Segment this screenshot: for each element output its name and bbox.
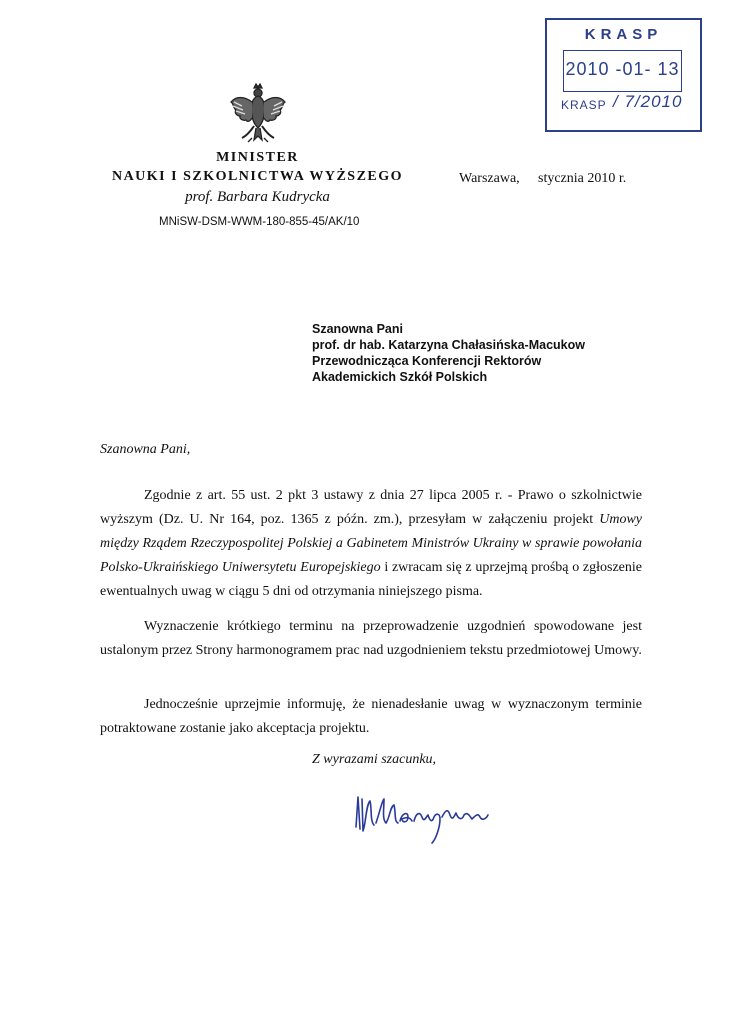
- reference-number: MNiSW-DSM-WWM-180-855-45/AK/10: [159, 216, 360, 228]
- letter-place: Warszawa,: [459, 171, 520, 186]
- p1-italic-title: Umowy między Rządem Rzeczypospolitej Polskiej a Gabinetem Ministrów Ukrainy w sprawie powołania Polsko-Ukraińskiego Uniwersytetu Europejskiego: [100, 512, 642, 575]
- stamp-date-box: [563, 50, 682, 92]
- addressee-block: [312, 321, 585, 385]
- header-title: MINISTER: [216, 150, 299, 165]
- received-stamp: [545, 18, 702, 132]
- addressee-line-1: Szanowna Pani: [312, 322, 403, 336]
- stamp-date: 2010 -01- 13: [565, 59, 680, 79]
- handwritten-signature: [352, 787, 502, 845]
- stamp-ref-handwritten: / 7/2010: [613, 92, 683, 111]
- addressee-line-4: Akademickich Szkół Polskich: [312, 370, 488, 384]
- p2-text: Wyznaczenie krótkiego terminu na przeprowadzenie uzgodnień spowodowane jest ustalonym przez Strony harmonogramem prac nad uzgodnieniem tekstu przedmiotowej Umowy.: [100, 619, 642, 658]
- eagle-emblem-icon: [228, 82, 288, 144]
- body-paragraph-1: [100, 484, 642, 604]
- header-ministry: NAUKI I SZKOLNICTWA WYŻSZEGO: [111, 169, 404, 184]
- p3-text: Jednocześnie uprzejmie informuję, że nienadesłanie uwag w wyznaczonym terminie potraktowane zostanie jako akceptacja projektu.: [100, 697, 642, 736]
- closing: Z wyrazami szacunku,: [312, 752, 437, 767]
- addressee-line-2: prof. dr hab. Katarzyna Chałasińska-Macukow: [312, 338, 585, 352]
- stamp-org: KRASP: [584, 26, 663, 43]
- letter-date: stycznia 2010 r.: [538, 171, 627, 186]
- p1-text-2: i zwracam się z uprzejmą prośbą o zgłoszenie ewentualnych uwag w ciągu 5 dni od otrzymania niniejszego pisma.: [100, 560, 642, 599]
- salutation: Szanowna Pani,: [100, 442, 191, 457]
- addressee-line-3: Przewodnicząca Konferencji Rektorów: [312, 354, 542, 368]
- stamp-ref-prefix: KRASP: [561, 98, 607, 112]
- header-minister-name: prof. Barbara Kudrycka: [185, 189, 330, 205]
- body-paragraph-3: [100, 693, 642, 741]
- p1-text-1: Zgodnie z art. 55 ust. 2 pkt 3 ustawy z dnia 27 lipca 2005 r. - Prawo o szkolnictwie wyższym (Dz. U. Nr 164, poz. 1365 z późn. zm.), przesyłam w załączeniu projekt: [100, 488, 642, 527]
- body-paragraph-2: [100, 615, 642, 663]
